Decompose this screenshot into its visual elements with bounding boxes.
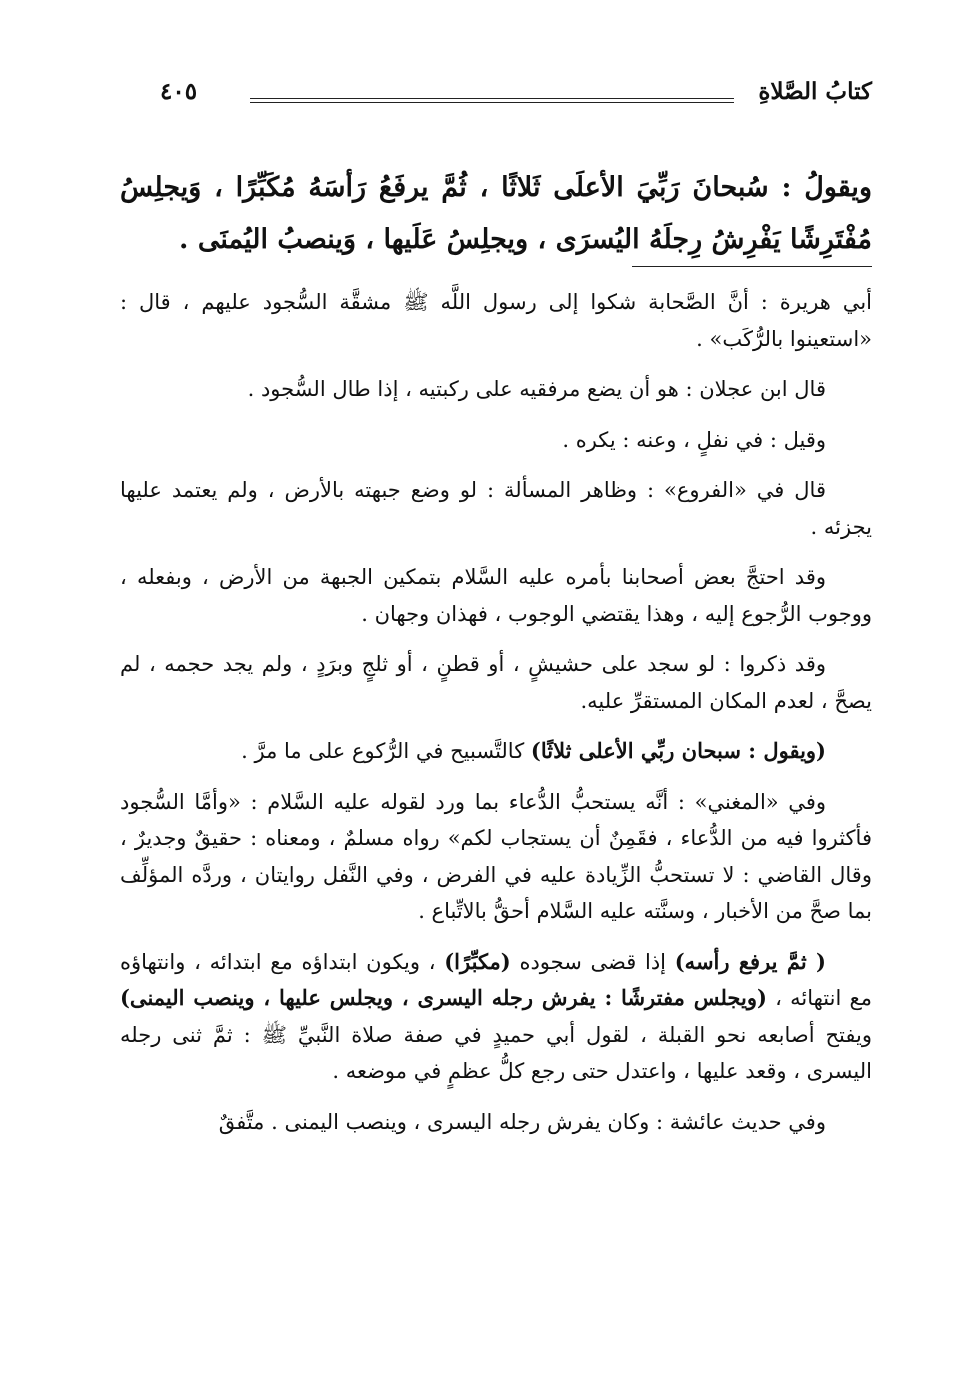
- commentary-text: ويفتح أصابعه نحو القبلة ، لقول أبي حميدٍ في صفة صلاة النَّبيِّ ﷺ : ثمَّ ثنى رجله اليسرى ، وقعد عليها ، واعتدل حتى رجع كلُّ عظمٍ في موضعه .: [120, 1022, 872, 1083]
- commentary-paragraph-6: وقد ذكروا : لو سجد على حشيشٍ ، أو قطنٍ ، أو ثلجٍ وبرَدٍ ، ولم يجد حجمه ، لم يصحَّ ، لعدم المكان المستقرِّ عليه.: [120, 652, 872, 713]
- commentary-paragraph-9: [120, 944, 872, 1090]
- quoted-matn: (مكبِّرًا): [444, 948, 511, 974]
- page-header: [160, 78, 872, 118]
- matn-paragraph: ويقولُ : سُبحانَ رَبِّيَ الأعلَى ثَلاثًا ، ثُمَّ يرفَعُ رَأسَهُ مُكَبِّرًا ، وَيجلِسُ مُفْتَرِشًا يَفْرِشُ رِجلَهُ اليُسرَى ، ويجلِسُ عَلَيها ، وَينصبُ اليُمنَى .: [120, 172, 872, 255]
- commentary-text: ، ويكون ابتداؤه مع ابتدائه ، وانتهاؤه مع انتهائه ،: [120, 949, 872, 1010]
- quoted-matn: ( ثمَّ يرفع رأسه): [674, 948, 826, 974]
- commentary-paragraph-1: أبي هريرة : أنَّ الصَّحابة شكوا إلى رسول اللَّه ﷺ مشقَّة السُّجود عليهم ، قال : «استعينوا بالرُّكَب» .: [120, 290, 872, 351]
- page-number: ٤٠٥: [160, 78, 198, 105]
- quoted-matn: (ويقول : سبحان ربِّي الأعلى ثلاثًا): [530, 738, 826, 763]
- commentary-text: إذا قضى سجوده: [510, 949, 675, 974]
- quoted-matn: (ويجلس مفترشًا : يفرش رجله اليسرى ، ويجلس عليها ، وينصب اليمنى): [120, 985, 767, 1010]
- header-rule: [250, 98, 734, 103]
- matn-text: [120, 162, 872, 266]
- commentary-text: كالتَّسبيح في الرُّكوع على ما مرَّ .: [241, 739, 531, 763]
- running-title: كتابُ الصَّلاةِ: [758, 78, 872, 105]
- commentary: [120, 284, 872, 1140]
- commentary-paragraph-8: وفي «المغني» : أنَّه يستحبُّ الدُّعاء بما ورد لقوله عليه السَّلام : «وأمَّا السُّجود فأكثروا فيه من الدُّعاء ، فقَمِنٌ أن يستجاب لكم» رواه مسلمٌ ، ومعناه : حقيقٌ وجديرٌ ، وقال القاضي : لا تستحبُّ الزِّيادة عليه في الفرض ، وفي النَّفل روايتان ، وردَّه المؤلِّف بما صحَّ من الأخبار ، وسنَّته عليه السَّلام أحقُّ بالاتِّباع .: [120, 789, 872, 923]
- commentary-paragraph-10: وفي حديث عائشة : وكان يفرش رجله اليسرى ، وينصب اليمنى . متَّفقٌ: [218, 1109, 826, 1134]
- matn-separator: [632, 266, 872, 267]
- commentary-paragraph-7: [120, 733, 872, 770]
- commentary-paragraph-3: وقيل : في نفلٍ ، وعنه : يكره .: [562, 427, 826, 452]
- commentary-paragraph-5: وقد احتجَّ بعض أصحابنا بأمره عليه السَّلام بتمكين الجبهة من الأرض ، وبفعله ، ووجوب الرُّجوع إليه ، وهذا يقتضي الوجوب ، فهذان وجهان .: [120, 565, 872, 626]
- commentary-paragraph-2: قال ابن عجلان : هو أن يضع مرفقيه على ركبتيه ، إذا طال السُّجود .: [247, 377, 826, 401]
- commentary-paragraph-4: قال في «الفروع» : وظاهر المسألة : لو وضع جبهته بالأرض ، ولم يعتمد عليها يجزئه .: [120, 478, 872, 539]
